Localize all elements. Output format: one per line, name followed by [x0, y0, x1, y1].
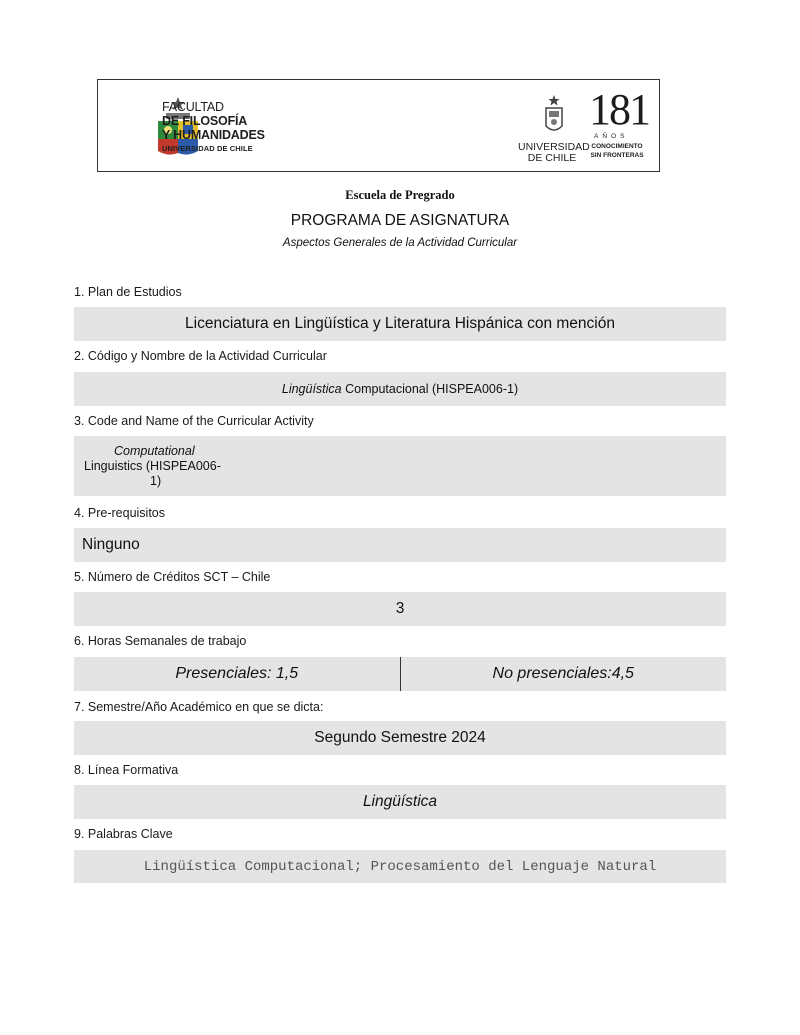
prereq-value: Ninguno	[82, 536, 140, 553]
horas-presenciales: Presenciales: 1,5	[175, 665, 299, 682]
escuela-title: Escuela de Pregrado	[345, 188, 455, 202]
anniversary-tagline	[588, 142, 646, 160]
faculty-line-4: UNIVERSIDAD DE CHILE	[162, 144, 253, 153]
university-line-2: DE CHILE	[527, 152, 577, 164]
horas-label: 6. Horas Semanales de trabajo	[74, 634, 247, 648]
horas-no-presenciales: No presenciales:4,5	[492, 665, 634, 682]
university-name	[518, 141, 590, 164]
aspectos-subtitle: Aspectos Generales de la Actividad Curricular	[282, 237, 518, 249]
faculty-line-2: DE FILOSOFÍA	[162, 114, 248, 128]
programa-title: PROGRAMA DE ASIGNATURA	[290, 212, 510, 229]
creditos-label: 5. Número de Créditos SCT – Chile	[74, 570, 271, 584]
linea-value: Lingüística	[362, 793, 438, 810]
codigo-label: 2. Código y Nombre de la Actividad Curricular	[74, 349, 327, 363]
code-en-line-3: 1)	[150, 474, 162, 488]
creditos-value: 3	[395, 600, 405, 617]
creditos-field	[74, 592, 726, 626]
header-logo-box	[97, 79, 660, 172]
code-en-line-2: Linguistics (HISPEA006-	[84, 459, 221, 473]
anniversary-anos: AÑOS	[594, 133, 629, 140]
university-seal-icon	[543, 94, 565, 138]
anniversary-tag-line-2: SIN FRONTERAS	[590, 152, 644, 159]
palabras-value: Lingüística Computacional; Procesamiento del Lenguaje Natural	[143, 858, 657, 875]
plan-value: Licenciatura en Lingüística y Literatura Hispánica con mención	[185, 315, 615, 332]
faculty-line-3: Y HUMANIDADES	[162, 128, 265, 142]
horas-field	[74, 657, 726, 691]
university-line-1: UNIVERSIDAD	[518, 141, 590, 153]
semestre-value: Segundo Semestre 2024	[314, 729, 486, 746]
semestre-field	[74, 721, 726, 755]
codigo-value-rest: Computacional (HISPEA006-1)	[341, 382, 519, 396]
codigo-field	[74, 372, 726, 406]
codigo-value-italic: Lingüística	[281, 382, 342, 396]
semestre-label: 7. Semestre/Año Académico en que se dicta:	[74, 700, 324, 714]
anniversary-number: 181	[589, 85, 649, 134]
code-en-label: 3. Code and Name of the Curricular Activity	[74, 414, 314, 428]
prereq-field	[74, 528, 726, 562]
palabras-field	[74, 850, 726, 883]
code-en-field	[74, 436, 726, 496]
anniversary-tag-line-1: CONOCIMIENTO	[591, 143, 643, 150]
faculty-line-1: FACULTAD	[162, 100, 224, 114]
palabras-label: 9. Palabras Clave	[74, 827, 173, 841]
linea-field	[74, 785, 726, 819]
linea-label: 8. Línea Formativa	[74, 763, 179, 777]
faculty-name	[162, 100, 265, 156]
plan-field	[74, 307, 726, 341]
prereq-label: 4. Pre-requisitos	[74, 506, 166, 520]
plan-label: 1. Plan de Estudios	[74, 285, 182, 299]
code-en-line-1: Computational	[114, 444, 195, 458]
